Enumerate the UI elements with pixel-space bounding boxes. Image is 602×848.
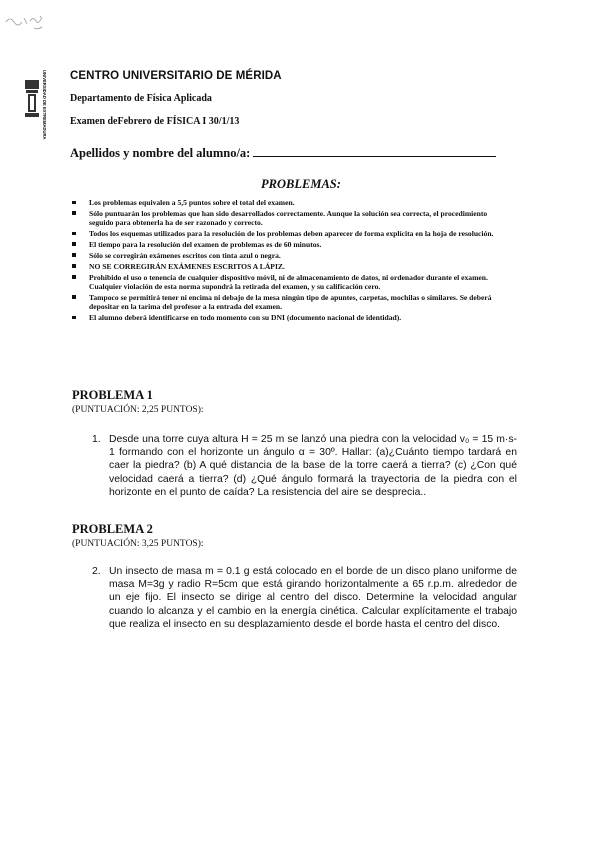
problem-2-score: (PUNTUACIÓN: 3,25 PUNTOS): bbox=[72, 539, 204, 549]
bullet-icon bbox=[72, 242, 76, 246]
student-name-field bbox=[70, 144, 496, 161]
problem-1-score: (PUNTUACIÓN: 2,25 PUNTOS): bbox=[72, 405, 204, 415]
rule-item: Todos los esquemas utilizados para la resolución de los problemas deben aparecer de forma explícita en la hoja de resolución. bbox=[72, 229, 512, 238]
rule-item: El tiempo para la resolución del examen de problemas es de 60 minutos. bbox=[72, 240, 512, 249]
bullet-icon bbox=[72, 201, 76, 205]
rule-item: Sólo se corregirán exámenes escritos con tinta azul o negra. bbox=[72, 251, 512, 260]
bullet-icon bbox=[72, 232, 76, 236]
problem-2-number: 2. bbox=[92, 566, 101, 577]
problem-1-title: PROBLEMA 1 bbox=[72, 388, 153, 402]
university-logo bbox=[24, 66, 52, 164]
logo-text: UNIVERSIDAD DE EXTREMADURA bbox=[42, 70, 47, 140]
department-name: Departamento de Física Aplicada bbox=[70, 93, 212, 104]
exam-title: Examen deFebrero de FÍSICA I 30/1/13 bbox=[70, 116, 240, 127]
bullet-icon bbox=[72, 316, 76, 320]
rule-item: Tampoco se permitirá tener ni encima ni debajo de la mesa ningún tipo de apuntes, carpetas, mochilas o similares. Se deberá depositar en la tarima del profesor a la entrada del examen. bbox=[72, 293, 512, 312]
rules-list bbox=[72, 198, 512, 324]
problem-2-statement bbox=[92, 565, 517, 631]
handwritten-scribble bbox=[4, 12, 50, 34]
bullet-icon bbox=[72, 211, 76, 215]
rule-item: Sólo puntuarán los problemas que han sido desarrollados correctamente. Aunque la solución sea correcta, el procedimiento seguido para obtenerla ha de ser razonado y correcto. bbox=[72, 209, 512, 228]
student-name-label: Apellidos y nombre del alumno/a: bbox=[70, 146, 251, 160]
rule-item: NO SE CORREGIRÁN EXÁMENES ESCRITOS A LÁPIZ. bbox=[72, 262, 512, 271]
rule-item: Los problemas equivalen a 5,5 puntos sobre el total del examen. bbox=[72, 198, 512, 207]
bullet-icon bbox=[72, 295, 76, 299]
bullet-icon bbox=[72, 264, 76, 268]
problem-1-statement bbox=[92, 433, 517, 499]
problem-1-text: Desde una torre cuya altura H = 25 m se lanzó una piedra con la velocidad v₀ = 15 m·s-1 formando con el horizonte un ángulo α = 30º. Hallar: (a)¿Cuánto tiempo tardará en caer la piedra? (b) A qué distancia de la base de la torre caerá a tierra? (c) ¿Con qué velocidad caerá a tierra? (d) ¿Qué ángulo formará la trayectoria de la piedra con el horizonte en el punto de caída? La resistencia del aire se desprecia.. bbox=[109, 434, 517, 498]
student-name-line[interactable] bbox=[253, 144, 496, 157]
bullet-icon bbox=[72, 275, 76, 279]
problem-2-text: Un insecto de masa m = 0.1 g está colocado en el borde de un disco plano uniforme de masa M=3g y radio R=5cm que está girando horizontalmente a 65 r.p.m. alrededor de un eje fijo. El insecto se dirige al centro del disco. Determine la velocidad angular cuando lo alcanza y el cambio en la energía cinética. Calcular explícitamente el trabajo que realiza el insecto en su desplazamiento desde el borde hasta el centro del disco. bbox=[109, 566, 517, 630]
rule-item: El alumno deberá identificarse en todo momento con su DNI (documento nacional de identidad). bbox=[72, 313, 512, 322]
problem-2-title: PROBLEMA 2 bbox=[72, 522, 153, 536]
problem-1-number: 1. bbox=[92, 434, 101, 445]
rule-item: Prohibido el uso o tenencia de cualquier dispositivo móvil, ni de almacenamiento de datos, ni ordenador durante el examen. Cualquier violación de esta norma supondrá la retirada del examen, y su calificación cero. bbox=[72, 273, 512, 292]
institution-name: CENTRO UNIVERSITARIO DE MÉRIDA bbox=[70, 70, 282, 82]
bullet-icon bbox=[72, 253, 76, 257]
section-title: PROBLEMAS: bbox=[261, 177, 341, 191]
exam-header bbox=[70, 70, 570, 127]
